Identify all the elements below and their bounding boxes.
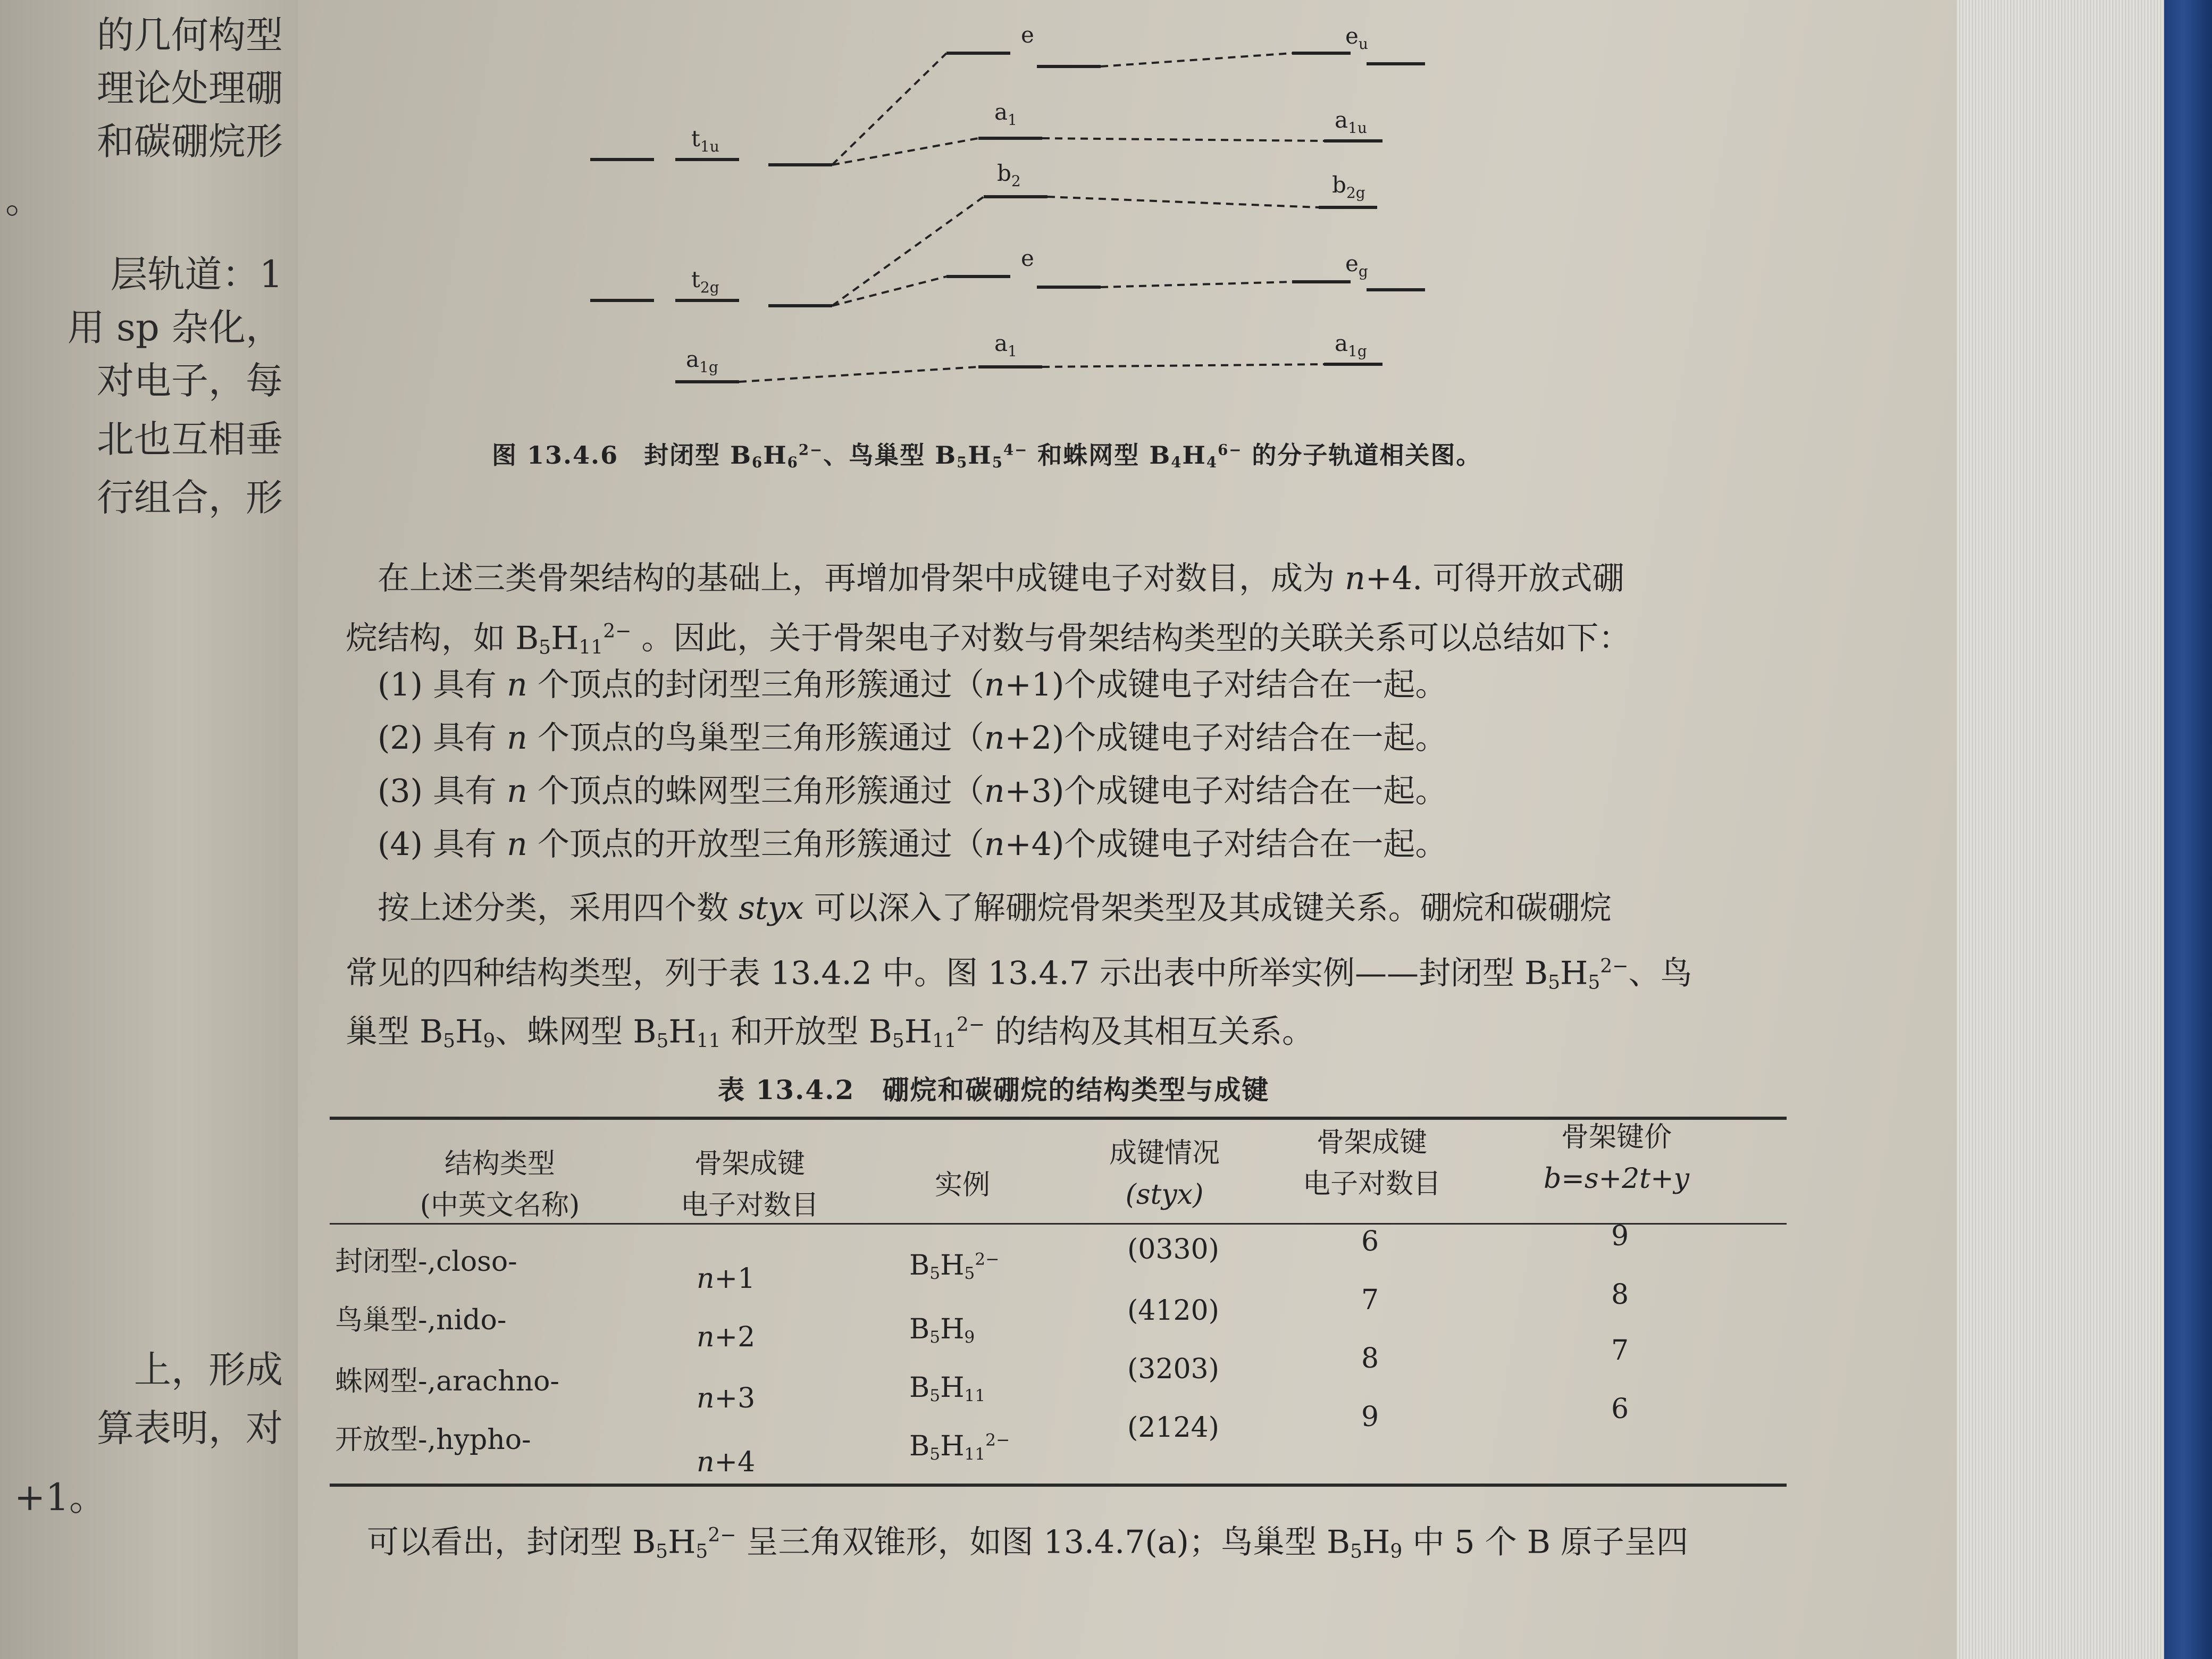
cell-count: 8 — [1361, 1343, 1379, 1375]
table-header-rule — [330, 1223, 1787, 1225]
cell-example: $B_5H_{11}$ — [909, 1372, 986, 1405]
table-header: 成键情况 (styx) — [1109, 1137, 1220, 1211]
list-item: (2) 具有 n 个顶点的鸟巢型三角形簇通过（n+2)个成键电子对结合在一起。 — [378, 719, 1447, 757]
left-page-text: 的几何构型 — [97, 13, 283, 57]
label-c4v-e: e — [1021, 22, 1034, 48]
left-page-text: 。 — [5, 178, 43, 222]
cell-example: $B_5H_9$ — [909, 1313, 975, 1347]
label-d4h-b2g: $b_{2g}$ — [1332, 172, 1365, 202]
label-d4h-eu: $e_u$ — [1345, 23, 1368, 53]
paragraph-line: 常见的四种结构类型，列于表 13.4.2 中。图 13.4.7 示出表中所举实例——封闭型 $B_5H_5^{2-}$、鸟 — [346, 954, 1692, 994]
left-page-text: 算表明，对 — [97, 1406, 283, 1450]
left-page-text: 行组合，形 — [97, 476, 283, 520]
table-header: 骨架成键 电子对数目 — [1302, 1127, 1441, 1200]
level-labels — [686, 22, 1368, 376]
cell-styx: (4120) — [1127, 1295, 1219, 1327]
label-t2g: $t_{2g}$ — [691, 266, 719, 296]
figure-caption: 图 13.4.6 封闭型 $B_6H_6^{2-}$、鸟巢型 $B_5H_5^{4-}$ 和蛛网型 $B_4H_4^{6-}$ 的分子轨道相关图。 — [492, 441, 1482, 471]
table-header: 骨架成键 电子对数目 — [680, 1148, 819, 1221]
cell-count: 9 — [1361, 1401, 1379, 1433]
correlation-lines — [739, 53, 1324, 382]
mo-correlation-diagram — [564, 11, 1787, 425]
cell-type: 封闭型-,closo- — [335, 1246, 517, 1278]
left-page — [0, 0, 298, 1659]
left-page-text: 北也互相垂 — [97, 417, 283, 461]
table-title: 表 13.4.2 硼烷和碳硼烷的结构类型与成键 — [718, 1074, 1270, 1105]
cell-styx: (0330) — [1127, 1234, 1219, 1266]
left-page-text: 层轨道：1 — [110, 253, 283, 296]
table-bottom-rule — [330, 1484, 1787, 1487]
cell-count: 6 — [1361, 1226, 1379, 1258]
main-page — [298, 0, 1957, 1659]
label-c4v-e2: e — [1021, 245, 1034, 271]
cell-type: 鸟巢型-,nido- — [335, 1304, 507, 1336]
list-item: (4) 具有 n 个顶点的开放型三角形簇通过（n+4)个成键电子对结合在一起。 — [378, 826, 1447, 863]
book-cover — [2164, 0, 2212, 1659]
left-page-text: 理论处理硼 — [97, 66, 283, 110]
paragraph-line: 巢型 $B_5H_9$、蛛网型 $B_5H_{11}$ 和开放型 $B_5H_{11}^{2-}$ 的结构及其相互关系。 — [346, 1013, 1314, 1052]
cell-type: 开放型-,hypho- — [335, 1424, 531, 1456]
cell-pairs: n+1 — [697, 1263, 756, 1295]
label-c4v-a1b: $a_1$ — [994, 330, 1017, 360]
paragraph-line: 可以看出，封闭型 $B_5H_5^{2-}$ 呈三角双锥形，如图 13.4.7(a)；鸟巢型 $B_5H_9$ 中 5 个 B 原子呈四 — [367, 1523, 1688, 1563]
paragraph-line: 烷结构，如 $B_5H_{11}^{2-}$ 。因此，关于骨架电子对数与骨架结构类型的关联关系可以总结如下： — [346, 619, 1631, 659]
label-d4h-eg: $e_g$ — [1345, 250, 1368, 280]
list-item: (1) 具有 n 个顶点的封闭型三角形簇通过（n+1)个成键电子对结合在一起。 — [378, 666, 1447, 703]
table-header: 实例 — [934, 1169, 990, 1201]
left-page-text: 用 sp 杂化， — [67, 306, 283, 349]
left-page-text: 上，形成 — [134, 1348, 283, 1392]
left-page-text: 和碳硼烷形 — [97, 120, 283, 163]
table-header: 骨架键价 b=s+2t+y — [1543, 1121, 1690, 1195]
label-d4h-a1u: $a_{1u}$ — [1335, 107, 1367, 137]
label-c4v-a1: $a_1$ — [994, 99, 1017, 129]
label-c4v-b2: $b_2$ — [997, 160, 1021, 190]
page-edges — [1957, 0, 2164, 1659]
label-a1g: $a_{1g}$ — [686, 346, 718, 376]
cell-count: 7 — [1361, 1284, 1379, 1316]
cell-pairs: n+3 — [697, 1382, 756, 1414]
table-header: 结构类型 (中英文名称) — [420, 1148, 580, 1221]
cell-example: $B_5H_{11}^{2-}$ — [909, 1430, 1010, 1464]
cell-pairs: n+2 — [697, 1321, 756, 1353]
label-d4h-a1g: $a_{1g}$ — [1335, 330, 1367, 360]
cell-valence: 8 — [1611, 1279, 1629, 1311]
paragraph-line: 在上述三类骨架结构的基础上，再增加骨架中成键电子对数目，成为 n+4. 可得开放式硼 — [378, 560, 1624, 597]
left-page-text: +1。 — [14, 1476, 106, 1519]
cell-example: $B_5H_5^{2-}$ — [909, 1250, 1000, 1283]
paragraph-line: 按上述分类，采用四个数 styx 可以深入了解硼烷骨架类型及其成键关系。硼烷和碳硼烷 — [378, 890, 1612, 927]
cell-styx: (2124) — [1127, 1412, 1219, 1444]
cell-type: 蛛网型-,arachno- — [335, 1365, 559, 1397]
cell-valence: 7 — [1611, 1335, 1629, 1367]
label-t1u: $t_{1u}$ — [691, 125, 719, 155]
cell-valence: 9 — [1611, 1220, 1629, 1252]
cell-styx: (3203) — [1127, 1353, 1219, 1385]
left-page-text: 对电子，每 — [97, 359, 283, 403]
cell-valence: 6 — [1611, 1393, 1629, 1425]
list-item: (3) 具有 n 个顶点的蛛网型三角形簇通过（n+3)个成键电子对结合在一起。 — [378, 773, 1447, 810]
cell-pairs: n+4 — [697, 1446, 756, 1478]
